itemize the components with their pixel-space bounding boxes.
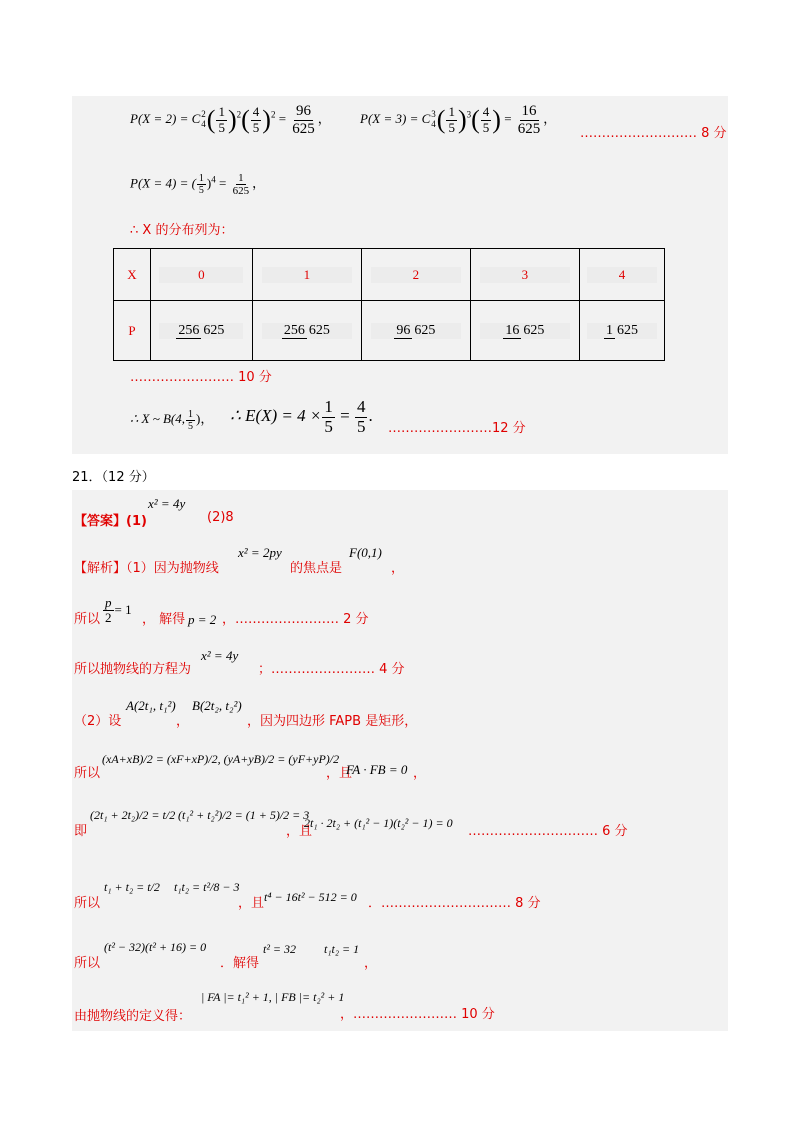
expectation-formula: ∴ E(X) = 4 × $\frac{1}{5}$ = $\frac{4}{5}$ .: [230, 397, 373, 436]
score-4-points: ；…………………… 4 分: [258, 662, 405, 677]
score-2-points: ，…………………… 2 分: [222, 612, 369, 627]
focus-text: 的焦点是: [290, 561, 343, 576]
distribution-intro: ∴ X 的分布列为：: [130, 223, 234, 238]
rectangle-text: ，因为四边形 FAPB 是矩形，: [247, 714, 418, 729]
p-numerator: 16: [505, 323, 520, 339]
t-product-result: t₁t₂ = 1: [324, 942, 360, 956]
score-10-points-b: ，…………………… 10 分: [340, 1007, 495, 1022]
p-over-2: $\frac{p}{2}$ = 1: [105, 595, 132, 626]
answer-label: 【答案】(1): [74, 514, 147, 529]
line7-and: ，且: [238, 896, 265, 911]
answer-2: (2)8: [207, 510, 234, 525]
point-a: A(2t₁, t₁²): [126, 698, 176, 713]
score-8-points-b: ．………………………… 8 分: [368, 896, 541, 911]
p-denominator: 625: [414, 323, 436, 339]
p-numerator: 256: [178, 323, 200, 339]
x-cell: [470, 249, 579, 301]
x-value: 2: [371, 267, 461, 283]
p-denominator: 625: [523, 323, 545, 339]
line7-label: 所以: [74, 896, 101, 911]
p-denominator: 625: [616, 323, 638, 339]
line6-and: ，且: [286, 824, 313, 839]
x-cell: [361, 249, 470, 301]
score-6-points: ………………………… 6 分: [468, 824, 628, 839]
p-cell: [470, 301, 579, 361]
score-12-points: ……………………12 分: [388, 421, 526, 436]
prob-x4-formula: P(X = 4) = ( $\frac{1}{5}$ )$^4$ = $\frac{1}{625}$ ，: [130, 172, 266, 198]
x-cell: [579, 249, 664, 301]
rect-condition-eq: 2t₁ · 2t₂ + (t₁² − 1)(t₂² − 1) = 0: [304, 816, 453, 830]
focus-point: F(0,1): [349, 545, 382, 560]
x-cell: [252, 249, 361, 301]
table-row-p: [114, 301, 665, 361]
midpoint-eq: (xA+xB)/2 = (xF+xP)/2, (yA+yB)/2 = (yF+yP)/2: [102, 752, 340, 766]
comma: ，: [176, 714, 190, 729]
final-parabola-eq: x² = 4y: [201, 648, 239, 663]
p-numerator: 96: [396, 323, 411, 339]
p-denominator: 625: [308, 323, 330, 339]
line3-label: 所以抛物线的方程为: [74, 662, 192, 677]
comma: ，: [391, 561, 405, 576]
score-8-points: ……………………… 8 分: [580, 126, 727, 141]
x-value: 4: [587, 267, 657, 283]
line5-and: ，且: [326, 766, 353, 781]
binomial-formula: ∴ X ~ B(4, $\frac{1}{5}$ )，: [130, 408, 214, 432]
t-product-eq: t₁t₂ = t²/8 − 3: [174, 880, 240, 894]
answer-1: x² = 4y: [148, 496, 186, 511]
line2-solve: ， 解得: [142, 612, 186, 627]
prob-x2-formula: P(X = 2) = C 2 4 ( $\frac{1}{5}$ )$^2$( $\frac{4}{5}$ )$^2$ = $\frac{96}{625}$ ，: [130, 103, 331, 137]
p-cell: [151, 301, 253, 361]
p-cell: [361, 301, 470, 361]
parabola-eq: x² = 2py: [238, 545, 282, 560]
line9-label: 由抛物线的定义得：: [74, 1009, 192, 1024]
p-numerator: 1: [605, 323, 613, 339]
square-sum-eq: (t₁² + t₂²)/2 = (1 + 5)/2 = 3: [178, 808, 310, 822]
dot-product-eq: FA · FB = 0: [346, 762, 408, 777]
line5-label: 所以: [74, 766, 101, 781]
question-heading: 21．（12 分）: [72, 470, 155, 485]
score-10-points: …………………… 10 分: [130, 370, 272, 385]
row-label-p: P: [114, 301, 151, 361]
x-value: 3: [480, 267, 570, 283]
line4-label: （2）设: [74, 714, 122, 729]
line6-label: 即: [74, 824, 88, 839]
p-numerator: 256: [283, 323, 305, 339]
t-sum-eq: t₁ + t₂ = t/2: [104, 880, 160, 894]
x-cell: [151, 249, 253, 301]
table-row-x: [114, 249, 665, 301]
p-cell: [252, 301, 361, 361]
distribution-table: [113, 248, 665, 361]
p-cell: [579, 301, 664, 361]
line8-solve: ．解得: [220, 956, 260, 971]
point-b: B(2t₂, t₂²): [192, 698, 242, 713]
x-value: 0: [159, 267, 243, 283]
prob-x3-formula: P(X = 3) = C 3 4 ( $\frac{1}{5}$ )$^3$( $\frac{4}{5}$ ) = $\frac{16}{625}$ ，: [360, 103, 557, 137]
comma: ，: [364, 956, 378, 971]
p-value: p = 2: [188, 612, 217, 627]
quartic-eq: t⁴ − 16t² − 512 = 0: [264, 890, 357, 904]
sum-eq: (2t₁ + 2t₂)/2 = t/2: [90, 808, 176, 822]
line2-label: 所以: [74, 612, 101, 627]
factored-eq: (t² − 32)(t² + 16) = 0: [104, 940, 207, 954]
line8-label: 所以: [74, 956, 101, 971]
t-squared-eq: t² = 32: [263, 942, 297, 956]
row-label-x: X: [114, 249, 151, 301]
p-denominator: 625: [203, 323, 225, 339]
focal-distance-eq: | FA |= t₁² + 1, | FB |= t₂² + 1: [201, 990, 345, 1004]
comma: ，: [413, 766, 427, 781]
x-value: 1: [262, 267, 352, 283]
analysis-label: 【解析】（1）因为抛物线: [74, 561, 219, 576]
